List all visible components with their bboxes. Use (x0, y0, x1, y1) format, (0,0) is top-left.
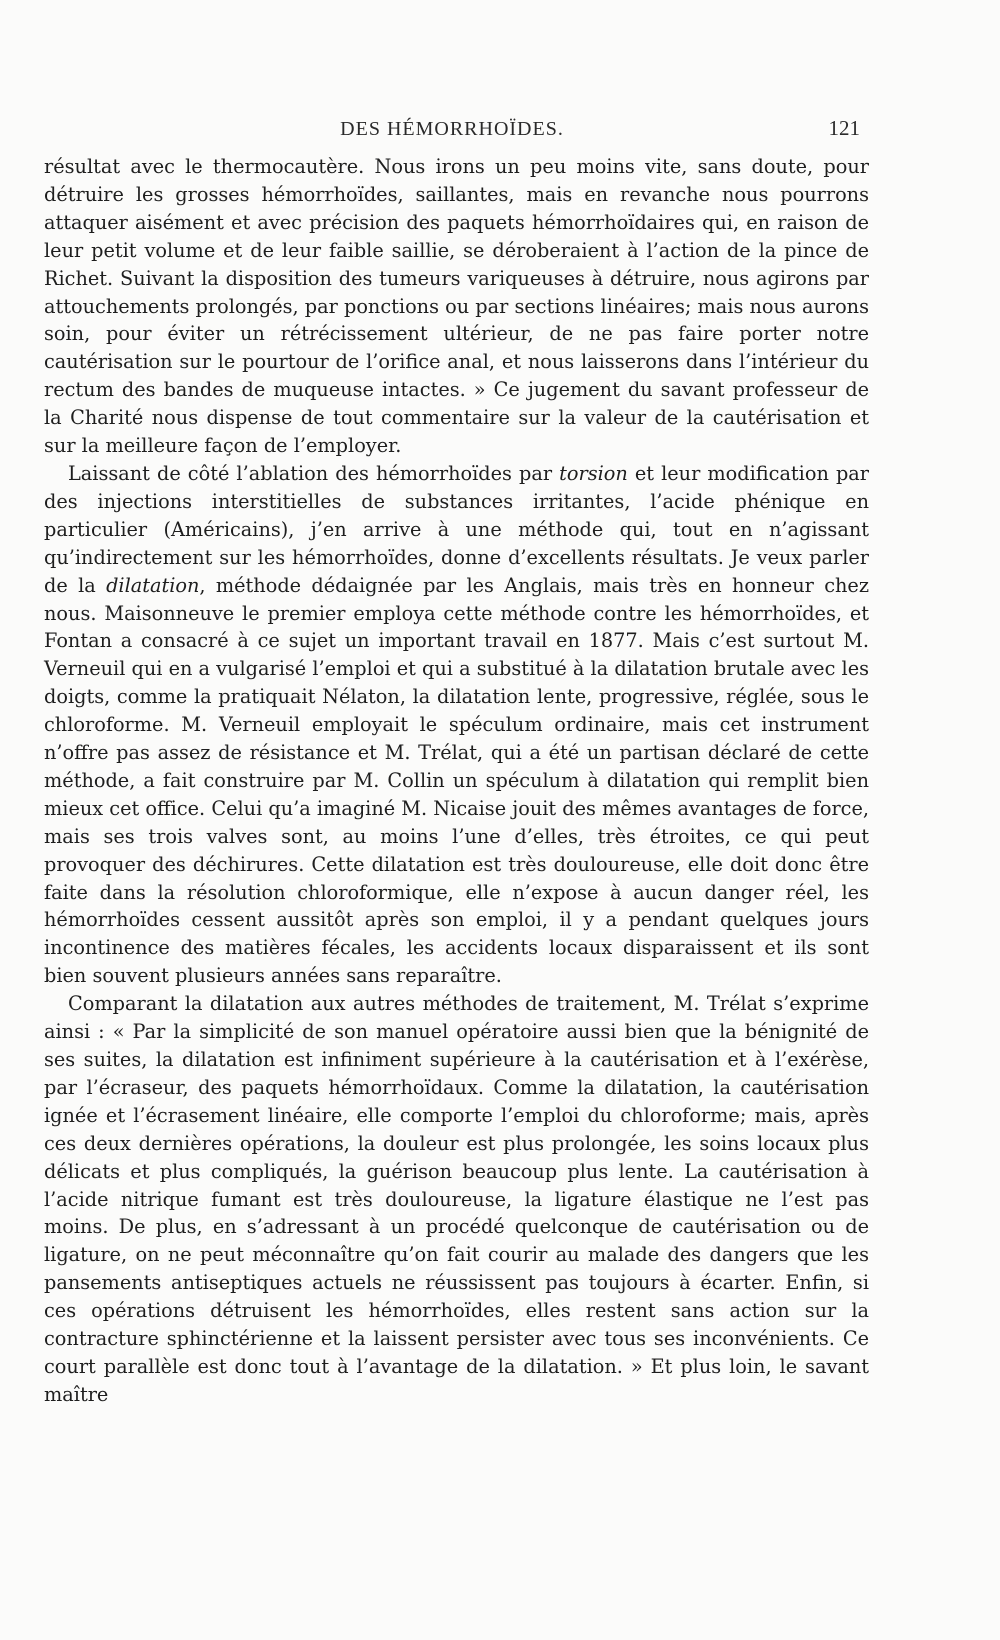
body-text (44, 153, 869, 1409)
paragraph (44, 153, 869, 460)
running-header (44, 118, 860, 148)
text-run: et leur modification par des injections interstitielles de substances irritantes, l’acide phénique en particulier (Américains), j’en arrive à une méthode qui, tout en n’agissant qu’indirectement sur les hémorrhoïdes, donne d’excellents résultats. Je veux parler de la (44, 461, 869, 597)
text-run: , méthode dédaignée par les Anglais, mais très en honneur chez nous. Maisonneuve le premier employa cette méthode contre les hémorrhoïdes, et Fontan a consacré à ce sujet un important travail en 1877. Mais c’est surtout M. Verneuil qui en a vulgarisé l’emploi et qui a substitué à la dilatation brutale avec les doigts, comme la pratiquait Nélaton, la dilatation lente, progressive, réglée, sous le chloroforme. M. Verneuil employait le spéculum ordinaire, mais cet instrument n’offre pas assez de résistance et M. Trélat, qui a été un partisan déclaré de cette méthode, a fait construire par M. Collin un spéculum à dilatation qui remplit bien mieux cet office. Celui qu’a imaginé M. Nicaise jouit des mêmes avantages de force, mais ses trois valves sont, au moins l’une d’elles, très étroites, ce qui peut provoquer des déchirures. Cette dilatation est très douloureuse, elle doit donc être faite dans la résolution chloroformique, elle n’expose à aucun danger réel, les hémorrhoïdes cessent aussitôt après son emploi, il y a pendant quelques jours incontinence des matières fécales, les accidents locaux disparaissent et ils sont bien souvent plusieurs années sans reparaître. (44, 573, 869, 988)
paragraph (44, 990, 869, 1409)
text-run: résultat avec le thermocautère. Nous irons un peu moins vite, sans doute, pour détruire les grosses hémorrhoïdes, saillantes, mais en revanche nous pourrons attaquer aisément et avec précision des paquets hémorrhoïdaires qui, en raison de leur petit volume et de leur faible saillie, se déroberaient à l’action de la pince de Richet. Suivant la disposition des tumeurs variqueuses à détruire, nous agirons par attouchements prolongés, par ponctions ou par sections linéaires; mais nous aurons soin, pour éviter un rétrécissement ultérieur, de ne pas faire porter notre cautérisation sur le pourtour de l’orifice anal, et nous laisserons dans l’intérieur du rectum des bandes de muqueuse intactes. » Ce jugement du savant professeur de la Charité nous dispense de tout commentaire sur la valeur de la cautérisation et sur la meilleure façon de l’employer. (44, 155, 869, 458)
page-number: 121 (828, 116, 860, 140)
running-title: DES HÉMORRHOÏDES. (340, 118, 564, 140)
text-run: Comparant la dilatation aux autres méthodes de traitement, M. Trélat s’exprime ainsi : « Par la simplicité de son manuel opératoire aussi bien que la bénignité de ses suites, la dilatation est infiniment supérieure à la cautérisation et à l’exérèse, par l’écraseur, des paquets hémorrhoïdaux. Comme la dilatation, la cautérisation ignée et l’écrasement linéaire, elle comporte l’emploi du chloroforme; mais, après ces deux dernières opérations, la douleur est plus prolongée, les soins locaux plus délicats et plus compliqués, la guérison beaucoup plus lente. La cautérisation à l’acide nitrique fumant est très douloureuse, la ligature élastique ne l’est pas moins. De plus, en s’adressant à un procédé quelconque de cautérisation ou de ligature, on ne peut méconnaître qu’on fait courir au malade des dangers que les pansements antiseptiques actuels ne réussissent pas toujours à écarter. Enfin, si ces opérations détruisent les hémorrhoïdes, elles restent sans action sur la contracture sphinctérienne et la laissent persister avec tous ses inconvénients. Ce court parallèle est donc tout à l’avantage de la dilatation. » Et plus loin, le savant maître (44, 992, 869, 1406)
text-run: Laissant de côté l’ablation des hémorrhoïdes par (68, 461, 560, 485)
italic-term: dilatation (106, 573, 200, 597)
paragraph (44, 460, 869, 990)
italic-term: torsion (559, 461, 628, 485)
